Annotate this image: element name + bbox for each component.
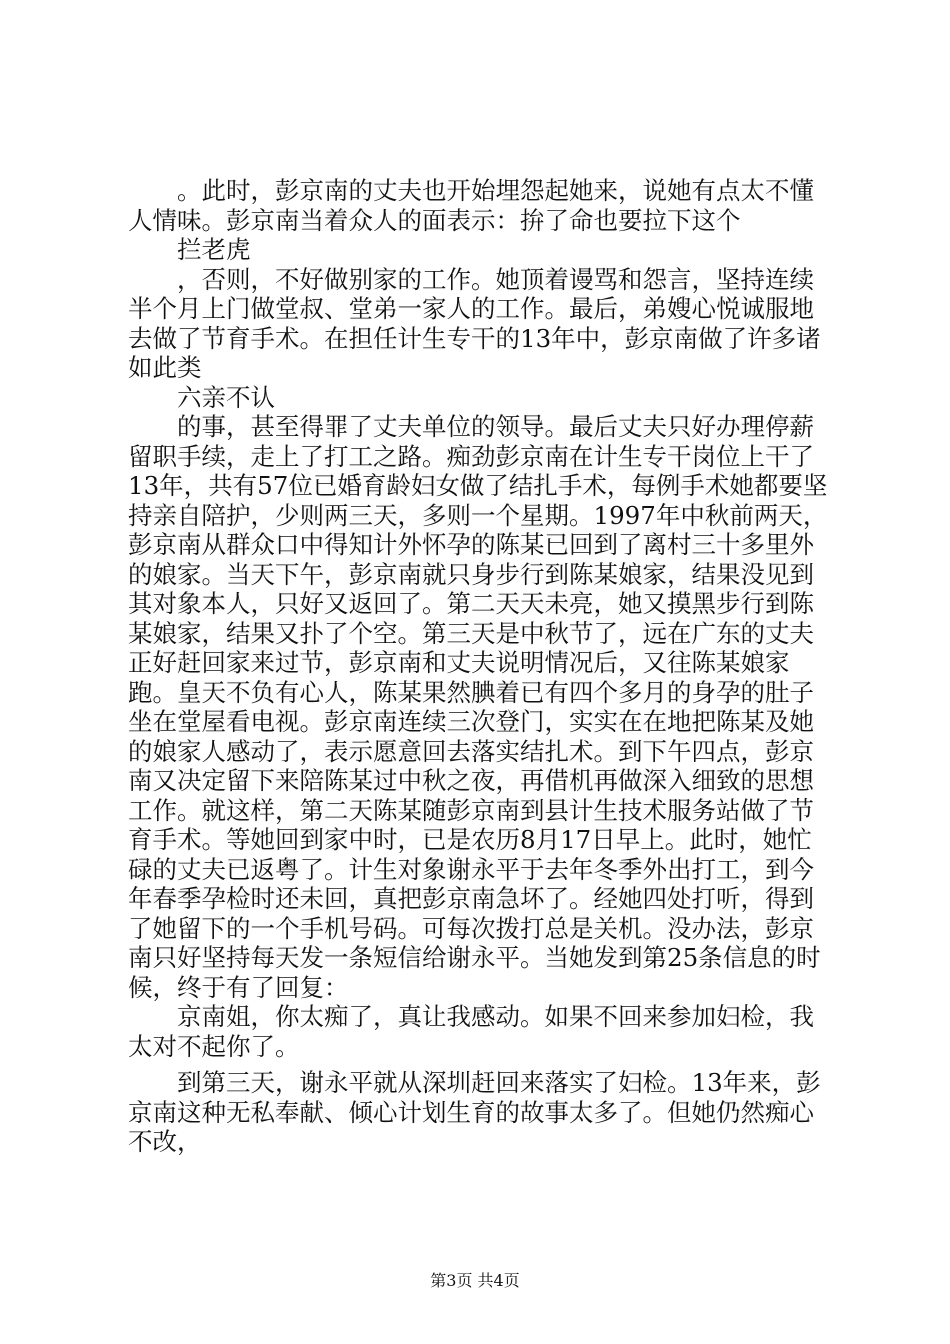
paragraph-2: 拦老虎 <box>177 235 251 264</box>
paragraph-1: 。此时，彭京南的丈夫也开始埋怨起她来，说她有点太不懂人情味。彭京南当着众人的面表示：拚了命也要拉下这个 <box>128 176 814 235</box>
paragraph-3: ，否则，不好做别家的工作。她顶着谩骂和怨言，坚持连续半个月上门做堂叔、堂弟一家人的工作。最后，弟嫂心悦诚服地去做了节育手术。在担任计生专干的13年中，彭京南做了许多诸如此类 <box>128 264 821 382</box>
paragraph-6: 京南姐，你太痴了，真让我感动。如果不回来参加妇检，我太对不起你了。 <box>128 1002 814 1061</box>
paragraph-5: 的事，甚至得罪了丈夫单位的领导。最后丈夫只好办理停薪留职手续，走上了打工之路。痴劲彭京南在计生专干岗位上干了13年，共有57位已婚育龄妇女做了结扎手术，每例手术她都要坚持亲自陪护，少则两三天，多则一个星期。1997年中秋前两天，彭京南从群众口中得知计外怀孕的陈某已回到了离村三十多里外的娘家。当天下午，彭京南就只身步行到陈某娘家，结果没见到其对象本人，只好又返回了。第二天天未亮，她又摸黑步行到陈某娘家，结果又扑了个空。第三天是中秋节了，远在广东的丈夫正好赶回家来过节，彭京南和丈夫说明情况后，又往陈某娘家跑。皇天不负有心人，陈某果然腆着已有四个多月的身孕的肚子坐在堂屋看电视。彭京南连续三次登门，实实在在地把陈某及她的娘家人感动了，表示愿意回去落实结扎术。到下午四点，彭京南又决定留下来陪陈某过中秋之夜，再借机再做深入细致的思想工作。就这样，第二天陈某随彭京南到县计生技术服务站做了节育手术。等她回到家中时，已是农历8月17日早上。此时，她忙碌的丈夫已返粤了。计生对象谢永平于去年冬季外出打工，到今年春季孕检时还未回，真把彭京南急坏了。经她四处打听，得到了她留下的一个手机号码。可每次拨打总是关机。没办法，彭京南只好坚持每天发一条短信给谢永平。当她发到第25条信息的时候，终于有了回复： <box>128 412 828 1002</box>
document-body <box>128 176 828 1157</box>
page-footer: 第3页 共4页 <box>430 1271 520 1290</box>
paragraph-4: 六亲不认 <box>177 382 275 412</box>
paragraph-7: 到第三天，谢永平就从深圳赶回来落实了妇检。13年来，彭京南这种无私奉献、倾心计划生育的故事太多了。但她仍然痴心不改， <box>128 1068 821 1156</box>
